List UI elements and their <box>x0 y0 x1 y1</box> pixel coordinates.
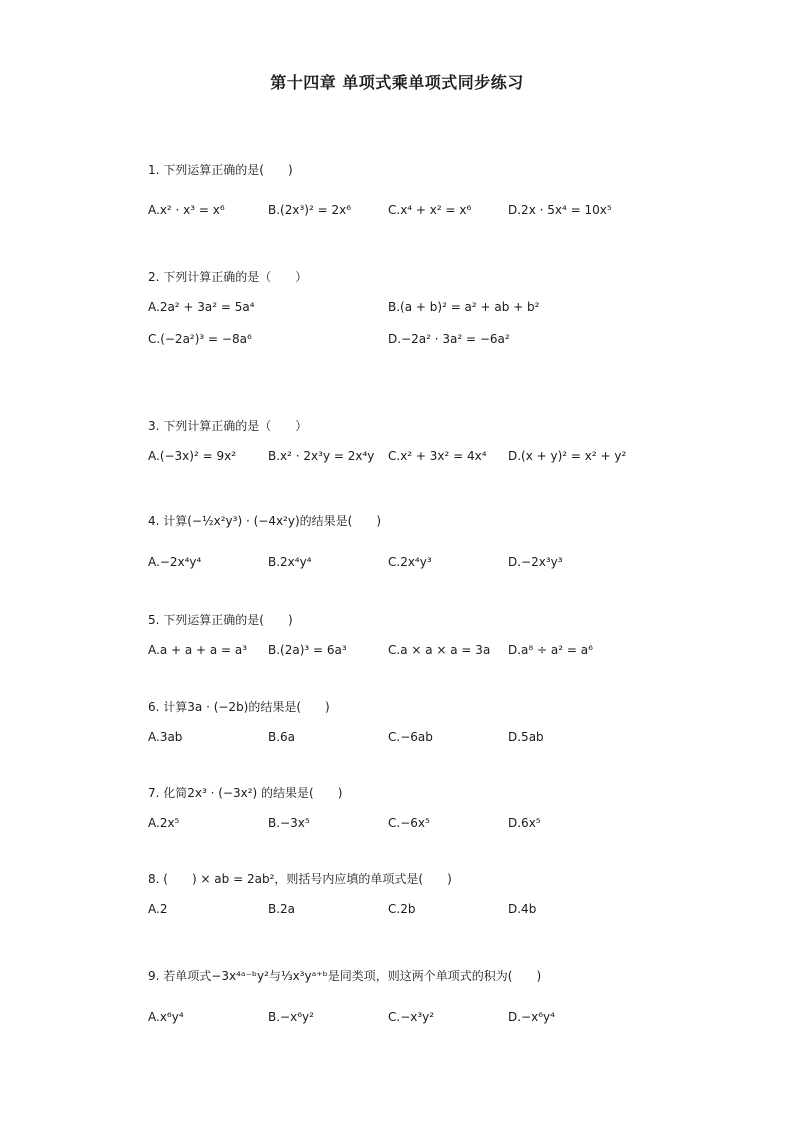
question-stem: 6. 计算3a · (−2b)的结果是( ) <box>148 700 330 714</box>
option-c: C.a × a × a = 3a <box>388 643 491 657</box>
question-3 <box>148 416 668 467</box>
option-b: B.(2x³)² = 2x⁶ <box>268 203 351 217</box>
option-b: B.x² · 2x³y = 2x⁴y <box>268 449 375 463</box>
option-d: D.−2a² · 3a² = −6a² <box>388 332 510 346</box>
option-a: A.a + a + a = a³ <box>148 643 248 657</box>
option-a: A.x² · x³ = x⁶ <box>148 203 225 217</box>
question-5 <box>148 610 668 661</box>
option-b: B.−3x⁵ <box>268 816 310 830</box>
option-c: C.2b <box>388 902 416 916</box>
option-b: B.(a + b)² = a² + ab + b² <box>388 300 540 314</box>
option-d: D.5ab <box>508 730 544 744</box>
option-d: D.−x⁶y⁴ <box>508 1010 555 1024</box>
option-c: C.x⁴ + x² = x⁶ <box>388 203 472 217</box>
question-stem: 7. 化简2x³ · (−3x²) 的结果是( ) <box>148 786 343 800</box>
option-d: D.(x + y)² = x² + y² <box>508 449 627 463</box>
option-a: A.2 <box>148 902 168 916</box>
option-a: A.(−3x)² = 9x² <box>148 449 237 463</box>
option-b: B.6a <box>268 730 296 744</box>
question-stem: 8. ( ) × ab = 2ab²，则括号内应填的单项式是( ) <box>148 872 452 886</box>
option-d: D.−2x³y³ <box>508 555 563 569</box>
question-2 <box>148 267 668 350</box>
question-stem: 2. 下列计算正确的是（ ） <box>148 270 308 284</box>
option-a: A.2a² + 3a² = 5a⁴ <box>148 300 255 314</box>
question-8 <box>148 869 668 920</box>
option-c: C.x² + 3x² = 4x⁴ <box>388 449 487 463</box>
question-stem: 1. 下列运算正确的是( ) <box>148 163 293 177</box>
option-d: D.a⁸ ÷ a² = a⁶ <box>508 643 593 657</box>
option-c: C.−6ab <box>388 730 433 744</box>
question-stem: 9. 若单项式−3x⁴ᵃ⁻ᵇy²与⅓x³yᵃ⁺ᵇ是同类项，则这两个单项式的积为( ) <box>148 969 542 983</box>
question-stem: 3. 下列计算正确的是（ ） <box>148 419 308 433</box>
question-stem: 4. 计算(−½x²y³) · (−4x²y)的结果是( ) <box>148 514 382 528</box>
question-4 <box>148 511 668 573</box>
option-c: C.(−2a²)³ = −8a⁶ <box>148 332 252 346</box>
question-6 <box>148 697 668 748</box>
option-d: D.4b <box>508 902 537 916</box>
page-title: 第十四章 单项式乘单项式同步练习 <box>270 73 524 92</box>
option-d: D.6x⁵ <box>508 816 541 830</box>
option-a: A.x⁶y⁴ <box>148 1010 184 1024</box>
option-b: B.2a <box>268 902 296 916</box>
question-7 <box>148 783 668 834</box>
option-b: B.2x⁴y⁴ <box>268 555 312 569</box>
option-c: C.−6x⁵ <box>388 816 430 830</box>
question-stem: 5. 下列运算正确的是( ) <box>148 613 293 627</box>
option-b: B.(2a)³ = 6a³ <box>268 643 347 657</box>
option-b: B.−x⁶y² <box>268 1010 314 1024</box>
option-a: A.2x⁵ <box>148 816 180 830</box>
option-d: D.2x · 5x⁴ = 10x⁵ <box>508 203 612 217</box>
option-a: A.−2x⁴y⁴ <box>148 555 202 569</box>
question-9 <box>148 966 668 1028</box>
question-1 <box>148 160 668 221</box>
option-c: C.2x⁴y³ <box>388 555 432 569</box>
option-a: A.3ab <box>148 730 183 744</box>
option-c: C.−x³y² <box>388 1010 435 1024</box>
